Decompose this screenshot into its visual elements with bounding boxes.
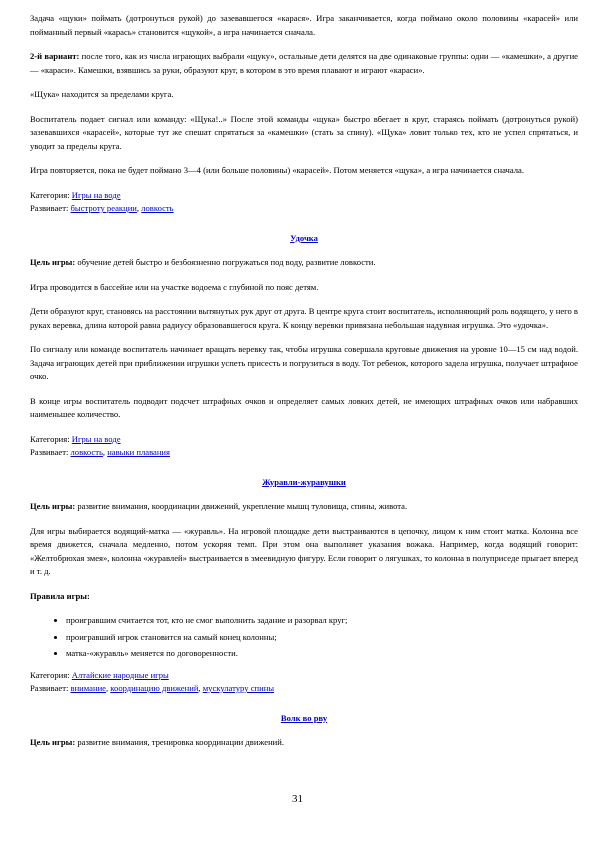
skill-link[interactable]: координацию движений — [110, 683, 199, 693]
develops-line: Развивает: быстроту реакции, ловкость — [30, 203, 174, 213]
category-link[interactable]: Алтайские народные игры — [71, 669, 169, 680]
paragraph: Для игры выбирается водящий-матка — «журавль». На игровой площадке дети выстраиваются в цепочку, лицом к ним стоит матка. Колонна все время движется, сначала медленно, потом ускоряя темп. При этом она выполняет указания вожака. Например, когда водящий говорит: «Желтобрюхая змея», колонна «журавлей» выстраивается в змеевидную фигуру. Если говорит о лягушках, то колонна в полуприседе прыгает вперед и т. д. — [30, 525, 578, 576]
rules-list — [30, 614, 578, 661]
list-item: • матка-«журавль» меняется по договоренности. — [66, 647, 578, 661]
category-link[interactable]: Игры на воде — [71, 433, 121, 444]
develops-line: Развивает: внимание, координацию движений, мускулатуру спины — [30, 683, 275, 693]
skill-link[interactable]: внимание — [70, 683, 106, 693]
paragraph: 2-й вариант: после того, как из числа играющих выбрали «щуку», остальные дети делятся на две одинаковые группы: одни — «камешки», а другие — «караси». Камешки, взявшись за руки, образуют круг, в котором в это время плавают и играют «караси». — [30, 51, 578, 75]
paragraph: По сигналу или команде воспитатель начинает вращать веревку так, чтобы игрушка совершала круговые движения на уровне 10—15 см над водой. Задача играющих детей при приближении игрушки успеть присесть и погрузиться в воду. Тот ребенок, которого задела игрушка, получает штрафное очко. — [30, 344, 578, 381]
paragraph: Задача «щуки» поймать (дотронуться рукой) до зазевавшегося «карася». Игра заканчивается, когда поймано около половины «карасей» или пойманный первый «карась» становится «щукой», а игра начинается сначала. — [30, 13, 578, 37]
paragraph: В конце игры воспитатель подводит подсчет штрафных очков и определяет самых ловких детей, не имеющих штрафных очков или набравших наименьшее количество. — [30, 395, 578, 419]
goal-paragraph: Цель игры: развитие внимания, тренировка координации движений. — [30, 737, 285, 747]
category-line: Категория: Игры на воде — [30, 433, 121, 444]
category-line: Категория: Алтайские народные игры — [30, 669, 169, 680]
skill-link[interactable]: мускулатуру спины — [202, 683, 275, 693]
skill-link[interactable]: быстроту реакции — [70, 203, 137, 213]
rules-heading: Правила игры: — [30, 590, 90, 601]
game-meta — [30, 189, 578, 216]
paragraph: Дети образуют круг, становясь на расстоянии вытянутых рук друг от друга. В центре круга стоит воспитатель, исполняющий роль водящего, у него в руках веревка, длина которой равна радиусу образовавшегося круга. К концу веревки привязана небольшая надувная игрушка. Это «удочка». — [30, 306, 578, 330]
goal-paragraph: Цель игры: развитие внимания, координации движений, укрепление мышц туловища, спины, живота. — [30, 501, 408, 511]
document-page — [30, 12, 578, 761]
goal-paragraph: Цель игры: обучение детей быстро и безбоязненно погружаться под воду, развитие ловкости. — [30, 257, 376, 267]
category-link[interactable]: Игры на воде — [71, 189, 121, 200]
paragraph: Игра повторяется, пока не будет поймано 3—4 (или больше половины) «карасей». Потом меняется «щука», а игра начинается сначала. — [30, 165, 525, 175]
category-line: Категория: Игры на воде — [30, 189, 121, 200]
paragraph: Воспитатель подает сигнал или команду: «Щука!..» После этой команды «щука» быстро вбегает в круг, стараясь поймать (дотронуться рукой) зазевавшихся «карасей», которые тут же спешат спрятаться за «камешки» (стать за спину). «Щука» ловит только тех, кто не успел спрятаться, и уводит за пределы круга. — [30, 113, 578, 151]
page-number: 31 — [292, 793, 303, 805]
skill-link[interactable]: ловкость — [141, 203, 174, 213]
skill-link[interactable]: навыки плавания — [107, 447, 170, 457]
game-title: Волк во рву — [280, 712, 328, 723]
paragraph: «Щука» находится за пределами круга. — [30, 89, 174, 99]
paragraph: Игра проводится в бассейне или на участке водоема с глубиной по пояс детям. — [30, 281, 319, 292]
list-item: • проигравшим считается тот, кто не смог выполнить задание и разорвал круг; — [66, 614, 578, 628]
skill-link[interactable]: ловкость — [70, 447, 103, 457]
variant-label: 2-й вариант: — [30, 51, 80, 61]
list-item: • проигравший игрок становится на самый конец колонны; — [66, 631, 578, 645]
game-meta — [30, 669, 578, 696]
game-title: Удочка — [290, 232, 318, 243]
game-meta — [30, 433, 578, 460]
game-title: Журавли-журавушки — [262, 476, 346, 487]
develops-line: Развивает: ловкость, навыки плавания — [30, 447, 170, 457]
